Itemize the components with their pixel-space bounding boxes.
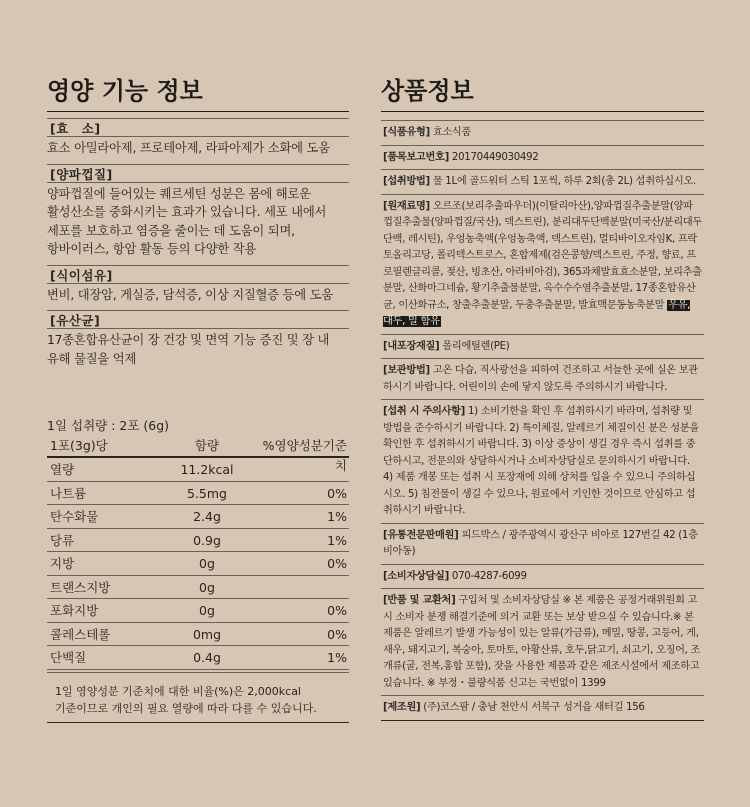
section-enzyme [47,118,349,158]
nutrition-heading: 영양 기능 정보 [47,76,349,112]
info-value: 고온 다습, 직사광선을 피하여 건조하고 서늘한 곳에 실온 보관하시기 바랍니다. 어린이의 손에 닿지 않도록 주의하시기 바랍니다. [383,365,698,393]
table-row [47,623,349,647]
nutrient-name: 콜레스테롤 [50,626,111,642]
nutrient-amount: 0.4g [193,650,221,665]
info-label: [반품 및 교환처] [383,595,456,606]
nutrient-percent: 0% [327,603,347,618]
product-info-item [381,524,704,565]
nutrient-name: 지방 [50,556,75,571]
section-body: 변비, 대장암, 게실증, 담석증, 이상 지질혈증 등에 도움 [47,287,334,302]
table-row [47,505,349,529]
header-amount: 함량 [194,438,220,453]
section-body: 효소 아밀라아제, 프로테아제, 라파아제가 소화에 도움 [47,141,330,155]
nutrient-amount: 2.4g [193,509,221,524]
info-value: 효소식품 [429,127,471,138]
info-label: [원재료명] [383,200,430,212]
table-row [47,529,349,553]
section-body: 양파껍질에 들어있는 퀘르세틴 성분은 몸에 해로운 활성산소를 중화시키는 효과가 있습니다. 세포 내에서 세포를 보호하고 염증을 줄이는 데 도움이 되며, 항바이러스, 항암 활동 등의 다양한 작용 [47,186,327,256]
allergen-highlight: 우유, 대두, 밀 함유 [383,299,691,327]
nutrient-amount: 0.9g [193,532,221,548]
info-label: [소비자상담실] [383,570,449,582]
info-value: 070-4287-6099 [448,570,527,582]
section-probiotics [47,310,349,368]
nutrient-name: 탄수화물 [50,509,99,524]
section-title: [식이섬유] [47,265,349,284]
info-value: 20170449030492 [448,151,539,163]
nutrient-amount: 11.2kcal [180,462,234,477]
table-row [47,599,349,623]
nutrient-percent: 0% [327,485,347,501]
nutrient-name: 트랜스지방 [50,579,111,595]
table-row [47,552,349,576]
nutrient-amount: 0g [199,579,215,595]
nutrient-amount: 0mg [192,626,222,642]
nutrient-percent [257,576,349,599]
nutrient-amount: 0g [199,603,215,618]
nutrient-percent: 1% [327,509,347,524]
section-body: 17종혼합유산균이 장 건강 및 면역 기능 증진 및 장 내 유해 물질을 억제 [47,333,330,366]
info-label: [섭취방법] [383,176,430,187]
daily-value-footnote: 1일 영양성분 기준치에 대한 비율(%)은 2,000kcal 기준이므로 개인의 필요 열량에 따라 다를 수 있습니다. [47,672,349,723]
nutrient-name: 당류 [50,532,75,548]
table-body [47,458,349,670]
header-per-serving: 1포(3g)당 [50,438,108,453]
section-title: [양파껍질] [47,164,349,183]
table-row [47,576,349,600]
info-value: (주)코스팜 / 충남 천안시 서북구 성거읍 새터길 156 [420,702,645,713]
product-info-item [381,120,704,146]
nutrient-amount: 5.5mg [187,485,227,501]
product-info-item [381,146,704,171]
nutrition-table [47,416,349,723]
product-info-item [381,400,704,524]
product-info-item [381,335,704,360]
info-value: 폴리에틸렌(PE) [439,340,510,352]
info-label: [제조원] [383,702,421,713]
section-fiber [47,265,349,305]
product-info-item [381,696,704,721]
info-value: 1) 소비기한을 확인 후 섭취하시기 바라며, 섭취량 및 방법을 준수하시기 바랍니다. 2) 특이체질, 알레르기 체질이신 분은 성분을 확인한 후 섭취하시기 바랍니다. 3) 이상 증상이 생길 경우 즉시 섭취를 중단하시고, 전문의와 상담하시거나 소비자상담실로 문의하시기 바랍니다. 4) 제품 개봉 또는 섭취 시 포장재에 의해 상처를 입을 수 있으니 주의하십시오. 5) 침전물이 생길 수 있으나, 원료에서 기인한 것이므로 안심하고 섭취하시기 바랍니다. [383,406,699,516]
table-row [47,646,349,670]
info-label: [유통전문판매원] [383,529,459,541]
info-value: 피드박스 / 광주광역시 광산구 비아로 127번길 42 (1층 비아동) [383,529,698,557]
info-value: 구입처 및 소비자상담실 ※ 본 제품은 공정거래위원회 고시 소비자 분쟁 해결기준에 의거 교환 또는 보상 받으실 수 있습니다.※ 본 제품은 알레르기 발생 가능성이 있는 알류(가금류), 메밀, 땅콩, 고등어, 게, 새우, 돼지고기, 복숭아, 토마토, 아황산류, 호두,닭고기, 쇠고기, 오징어, 조개류(굴, 전복,홍합 포함), 잣을 사용한 제품과 같은 제조시설에서 제조하고 있습니다. ※ 부정・불량식품 신고는 국번없이 1399 [383,595,701,689]
info-value: 물 1L에 골드워터 스틱 1포씩, 하루 2회(총 2L) 섭취하십시오. [429,176,696,187]
nutrient-percent [257,458,349,481]
product-info-item [381,565,704,590]
info-label: [보관방법] [383,365,430,376]
nutrient-name: 나트륨 [50,485,87,501]
header-daily-value: %영양성분기준치 [262,438,347,473]
product-info-item [381,359,704,400]
nutrient-percent: 0% [327,626,347,642]
table-row [47,458,349,482]
nutrient-name: 포화지방 [50,603,99,618]
info-label: [섭취 시 주의사항] [383,406,465,417]
serving-size: 1일 섭취량 : 2포 (6g) [47,418,170,433]
info-value: 오르조(보리추출파우더)(이탈리아산),양파껍질추출분말(양파껍질추출물(양파껍질/국산), 덱스트린), 분리대두단백분말(미국산/분리대두단백, 레시틴), 우엉농축액(우엉농축액, 덱스트린), 멀티바이오자임K, 프락토올리고당, 폴리덱스트로스, 혼합제제(검은콩향/덱스트린, 주정, 향료, 프로필렌글리콜, 젖산, 빙초산, 아라비아검), 365과채발효효소분말, 보리추출분말, 산화마그네슘, 황기추출물분말, 옥수수수염추출분말, 17종혼합유산균, 이산화규소, 창출추출분말, 두충추출분말, 발효맥문동농축분말 [383,200,702,311]
section-title: [효 소] [47,118,349,137]
product-info-heading: 상품정보 [381,76,704,112]
nutrient-amount: 0g [199,556,215,571]
info-label: [내포장재질] [383,340,440,352]
nutrient-percent: 1% [327,650,347,665]
product-info-column [381,76,704,721]
product-info-item [381,195,704,335]
nutrient-name: 열량 [50,462,75,477]
product-info-item [381,170,704,195]
nutrient-name: 단백질 [50,650,87,665]
section-onion-peel [47,164,349,259]
info-label: [식품유형] [383,127,430,138]
section-title: [유산균] [47,310,349,329]
nutrition-column [47,76,349,715]
table-row [47,482,349,506]
product-info-list [381,120,704,721]
nutrient-percent: 1% [327,532,347,548]
nutrient-percent: 0% [327,556,347,571]
product-info-item [381,589,704,696]
info-label: [품목보고번호] [383,151,449,163]
